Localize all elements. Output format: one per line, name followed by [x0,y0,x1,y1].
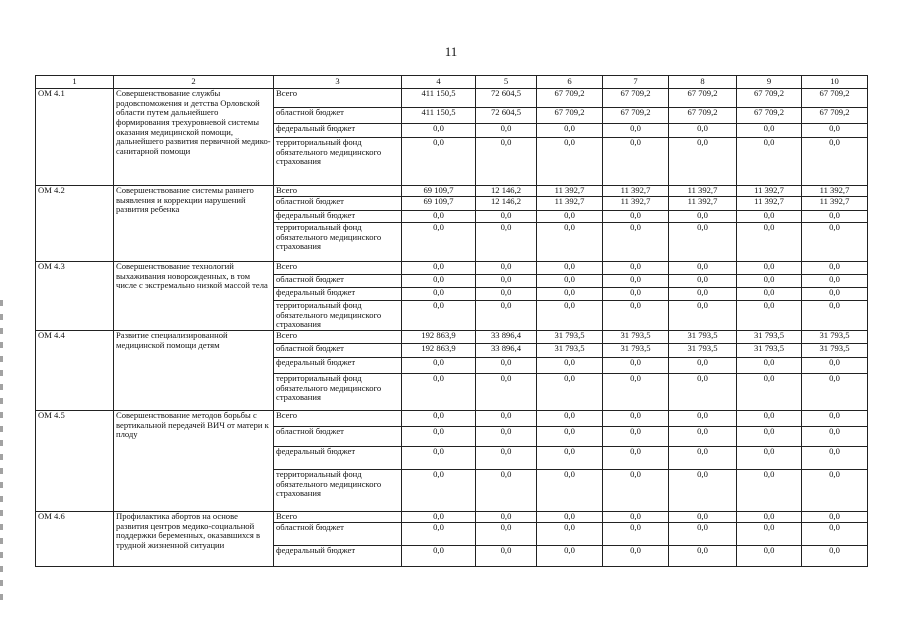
amount-cell: 0,0 [802,124,868,138]
amount-cell: 0,0 [669,357,737,373]
amount-cell: 0,0 [669,262,737,275]
amount-cell: 0,0 [802,223,868,262]
amount-cell: 0,0 [737,373,802,410]
amount-cell: 31 793,5 [737,343,802,357]
funding-source: областной бюджет [274,343,402,357]
amount-cell: 0,0 [737,469,802,511]
funding-source: Всего [274,410,402,426]
funding-source: областной бюджет [274,275,402,288]
amount-cell: 0,0 [476,511,537,522]
amount-cell: 12 146,2 [476,186,537,197]
measure-code: ОМ 4.6 [36,511,114,566]
measure-title: Профилактика абортов на основе развития центров медико-социальной поддержки беременных, оказавшихся в трудной жизненной ситуации [114,511,274,566]
amount-cell: 0,0 [476,522,537,545]
amount-cell: 31 793,5 [537,330,603,343]
amount-cell: 0,0 [537,522,603,545]
header-col-7: 7 [603,76,669,89]
table-row [36,186,868,197]
amount-cell: 0,0 [737,410,802,426]
amount-cell: 31 793,5 [802,330,868,343]
amount-cell: 0,0 [669,124,737,138]
funding-source: федеральный бюджет [274,211,402,223]
funding-source: федеральный бюджет [274,357,402,373]
amount-cell: 0,0 [476,545,537,566]
amount-cell: 0,0 [603,138,669,186]
amount-cell: 0,0 [603,211,669,223]
amount-cell: 0,0 [669,522,737,545]
amount-cell: 0,0 [476,262,537,275]
amount-cell: 0,0 [802,262,868,275]
amount-cell: 11 392,7 [537,186,603,197]
amount-cell: 0,0 [476,275,537,288]
amount-cell: 0,0 [537,301,603,331]
amount-cell: 0,0 [603,522,669,545]
amount-cell: 11 392,7 [802,186,868,197]
amount-cell: 31 793,5 [537,343,603,357]
amount-cell: 0,0 [603,373,669,410]
amount-cell: 0,0 [402,124,476,138]
amount-cell: 11 392,7 [802,197,868,211]
amount-cell: 0,0 [476,426,537,446]
amount-cell: 0,0 [669,446,737,469]
header-col-8: 8 [669,76,737,89]
amount-cell: 0,0 [737,275,802,288]
amount-cell: 67 709,2 [802,89,868,108]
amount-cell: 31 793,5 [603,343,669,357]
amount-cell: 11 392,7 [737,197,802,211]
funding-source: областной бюджет [274,197,402,211]
amount-cell: 0,0 [802,275,868,288]
measure-code: ОМ 4.1 [36,89,114,186]
amount-cell: 0,0 [669,301,737,331]
amount-cell: 67 709,2 [737,89,802,108]
scan-edge-artifact [0,300,3,600]
amount-cell: 0,0 [603,301,669,331]
amount-cell: 0,0 [402,446,476,469]
amount-cell: 67 709,2 [669,89,737,108]
amount-cell: 0,0 [737,211,802,223]
amount-cell: 0,0 [402,301,476,331]
amount-cell: 0,0 [669,373,737,410]
amount-cell: 0,0 [476,357,537,373]
amount-cell: 0,0 [537,223,603,262]
header-col-2: 2 [114,76,274,89]
measure-code: ОМ 4.4 [36,330,114,410]
amount-cell: 11 392,7 [737,186,802,197]
amount-cell: 69 109,7 [402,186,476,197]
amount-cell: 0,0 [476,223,537,262]
amount-cell: 0,0 [537,373,603,410]
amount-cell: 192 863,9 [402,343,476,357]
amount-cell: 0,0 [537,275,603,288]
amount-cell: 33 896,4 [476,330,537,343]
amount-cell: 0,0 [669,275,737,288]
amount-cell: 0,0 [802,357,868,373]
amount-cell: 67 709,2 [603,108,669,124]
amount-cell: 11 392,7 [669,197,737,211]
amount-cell: 0,0 [537,469,603,511]
amount-cell: 0,0 [669,545,737,566]
header-col-4: 4 [402,76,476,89]
amount-cell: 0,0 [737,446,802,469]
amount-cell: 0,0 [737,545,802,566]
amount-cell: 0,0 [476,373,537,410]
amount-cell: 0,0 [476,469,537,511]
amount-cell: 31 793,5 [737,330,802,343]
amount-cell: 0,0 [402,211,476,223]
funding-source: Всего [274,186,402,197]
funding-source: федеральный бюджет [274,545,402,566]
amount-cell: 0,0 [802,410,868,426]
amount-cell: 0,0 [737,522,802,545]
amount-cell: 0,0 [537,138,603,186]
amount-cell: 0,0 [603,426,669,446]
amount-cell: 67 709,2 [537,89,603,108]
amount-cell: 0,0 [402,410,476,426]
amount-cell: 0,0 [476,446,537,469]
header-col-6: 6 [537,76,603,89]
amount-cell: 11 392,7 [669,186,737,197]
amount-cell: 0,0 [603,288,669,301]
funding-source: Всего [274,511,402,522]
amount-cell: 0,0 [802,545,868,566]
amount-cell: 0,0 [537,426,603,446]
amount-cell: 0,0 [802,446,868,469]
amount-cell: 0,0 [402,373,476,410]
measure-title: Совершенствование методов борьбы с вертикальной передачей ВИЧ от матери к плоду [114,410,274,511]
amount-cell: 72 604,5 [476,108,537,124]
amount-cell: 0,0 [737,124,802,138]
amount-cell: 0,0 [603,469,669,511]
amount-cell: 0,0 [669,410,737,426]
table-row [36,262,868,275]
amount-cell: 0,0 [802,373,868,410]
amount-cell: 0,0 [603,545,669,566]
amount-cell: 0,0 [476,211,537,223]
amount-cell: 0,0 [537,410,603,426]
amount-cell: 0,0 [669,211,737,223]
table-row [36,410,868,426]
header-row [36,76,868,89]
funding-table [35,75,868,567]
amount-cell: 0,0 [802,211,868,223]
funding-source: территориальный фонд обязательного медицинского страхования [274,469,402,511]
amount-cell: 0,0 [737,426,802,446]
amount-cell: 31 793,5 [603,330,669,343]
amount-cell: 0,0 [402,545,476,566]
amount-cell: 0,0 [802,138,868,186]
amount-cell: 69 109,7 [402,197,476,211]
amount-cell: 0,0 [603,223,669,262]
amount-cell: 0,0 [737,223,802,262]
amount-cell: 0,0 [802,426,868,446]
amount-cell: 72 604,5 [476,89,537,108]
amount-cell: 0,0 [476,138,537,186]
amount-cell: 0,0 [669,511,737,522]
funding-source: территориальный фонд обязательного медицинского страхования [274,138,402,186]
funding-source: Всего [274,262,402,275]
funding-source: областной бюджет [274,108,402,124]
amount-cell: 0,0 [603,124,669,138]
measure-title: Совершенствование системы раннего выявления и коррекции нарушений развития ребенка [114,186,274,262]
amount-cell: 0,0 [603,357,669,373]
amount-cell: 31 793,5 [802,343,868,357]
amount-cell: 0,0 [402,223,476,262]
amount-cell: 0,0 [476,124,537,138]
funding-source: федеральный бюджет [274,124,402,138]
header-col-1: 1 [36,76,114,89]
amount-cell: 67 709,2 [537,108,603,124]
table-row [36,330,868,343]
amount-cell: 0,0 [402,275,476,288]
header-col-10: 10 [802,76,868,89]
amount-cell: 11 392,7 [603,197,669,211]
funding-source: федеральный бюджет [274,446,402,469]
amount-cell: 0,0 [537,288,603,301]
amount-cell: 0,0 [402,138,476,186]
amount-cell: 411 150,5 [402,108,476,124]
funding-source: областной бюджет [274,522,402,545]
amount-cell: 0,0 [802,301,868,331]
amount-cell: 0,0 [737,262,802,275]
amount-cell: 0,0 [537,262,603,275]
funding-source: Всего [274,330,402,343]
amount-cell: 33 896,4 [476,343,537,357]
amount-cell: 67 709,2 [669,108,737,124]
measure-title: Развитие специализированной медицинской помощи детям [114,330,274,410]
amount-cell: 0,0 [537,511,603,522]
amount-cell: 0,0 [537,357,603,373]
amount-cell: 0,0 [537,211,603,223]
amount-cell: 67 709,2 [802,108,868,124]
amount-cell: 0,0 [537,124,603,138]
amount-cell: 0,0 [669,223,737,262]
amount-cell: 67 709,2 [737,108,802,124]
amount-cell: 0,0 [402,522,476,545]
funding-source: областной бюджет [274,426,402,446]
amount-cell: 0,0 [476,410,537,426]
amount-cell: 0,0 [737,301,802,331]
amount-cell: 0,0 [802,288,868,301]
amount-cell: 11 392,7 [537,197,603,211]
amount-cell: 0,0 [669,426,737,446]
header-col-5: 5 [476,76,537,89]
amount-cell: 0,0 [669,138,737,186]
amount-cell: 0,0 [669,288,737,301]
page-number: 11 [444,44,458,59]
amount-cell: 0,0 [537,545,603,566]
amount-cell: 0,0 [737,357,802,373]
amount-cell: 31 793,5 [669,343,737,357]
table-body [36,89,868,567]
table-row [36,511,868,522]
amount-cell: 0,0 [737,288,802,301]
amount-cell: 0,0 [603,275,669,288]
amount-cell: 67 709,2 [603,89,669,108]
table-row [36,89,868,108]
funding-source: федеральный бюджет [274,288,402,301]
amount-cell: 0,0 [402,426,476,446]
amount-cell: 11 392,7 [603,186,669,197]
funding-source: территориальный фонд обязательного медицинского страхования [274,373,402,410]
funding-source: территориальный фонд обязательного медицинского страхования [274,223,402,262]
amount-cell: 0,0 [603,511,669,522]
amount-cell: 0,0 [603,262,669,275]
funding-source: Всего [274,89,402,108]
funding-source: территориальный фонд обязательного медицинского страхования [274,301,402,331]
measure-code: ОМ 4.3 [36,262,114,331]
amount-cell: 0,0 [802,522,868,545]
amount-cell: 12 146,2 [476,197,537,211]
amount-cell: 0,0 [402,511,476,522]
amount-cell: 411 150,5 [402,89,476,108]
amount-cell: 0,0 [476,288,537,301]
header-col-9: 9 [737,76,802,89]
measure-code: ОМ 4.2 [36,186,114,262]
amount-cell: 0,0 [402,469,476,511]
amount-cell: 0,0 [669,469,737,511]
amount-cell: 0,0 [402,262,476,275]
measure-title: Совершенствование технологий выхаживания новорожденных, в том числе с экстремально низкой массой тела [114,262,274,331]
amount-cell: 192 863,9 [402,330,476,343]
amount-cell: 0,0 [737,511,802,522]
amount-cell: 0,0 [802,511,868,522]
measure-code: ОМ 4.5 [36,410,114,511]
amount-cell: 0,0 [603,410,669,426]
amount-cell: 0,0 [603,446,669,469]
amount-cell: 0,0 [476,301,537,331]
header-col-3: 3 [274,76,402,89]
amount-cell: 0,0 [802,469,868,511]
amount-cell: 0,0 [737,138,802,186]
measure-title: Совершенствование службы родовспоможения и детства Орловской области путем дальнейшего формирования трехуровневой системы оказания медицинской помощи, дальнейшего развития первичной медико-санитарной помощи [114,89,274,186]
amount-cell: 0,0 [402,288,476,301]
amount-cell: 0,0 [537,446,603,469]
amount-cell: 0,0 [402,357,476,373]
amount-cell: 31 793,5 [669,330,737,343]
